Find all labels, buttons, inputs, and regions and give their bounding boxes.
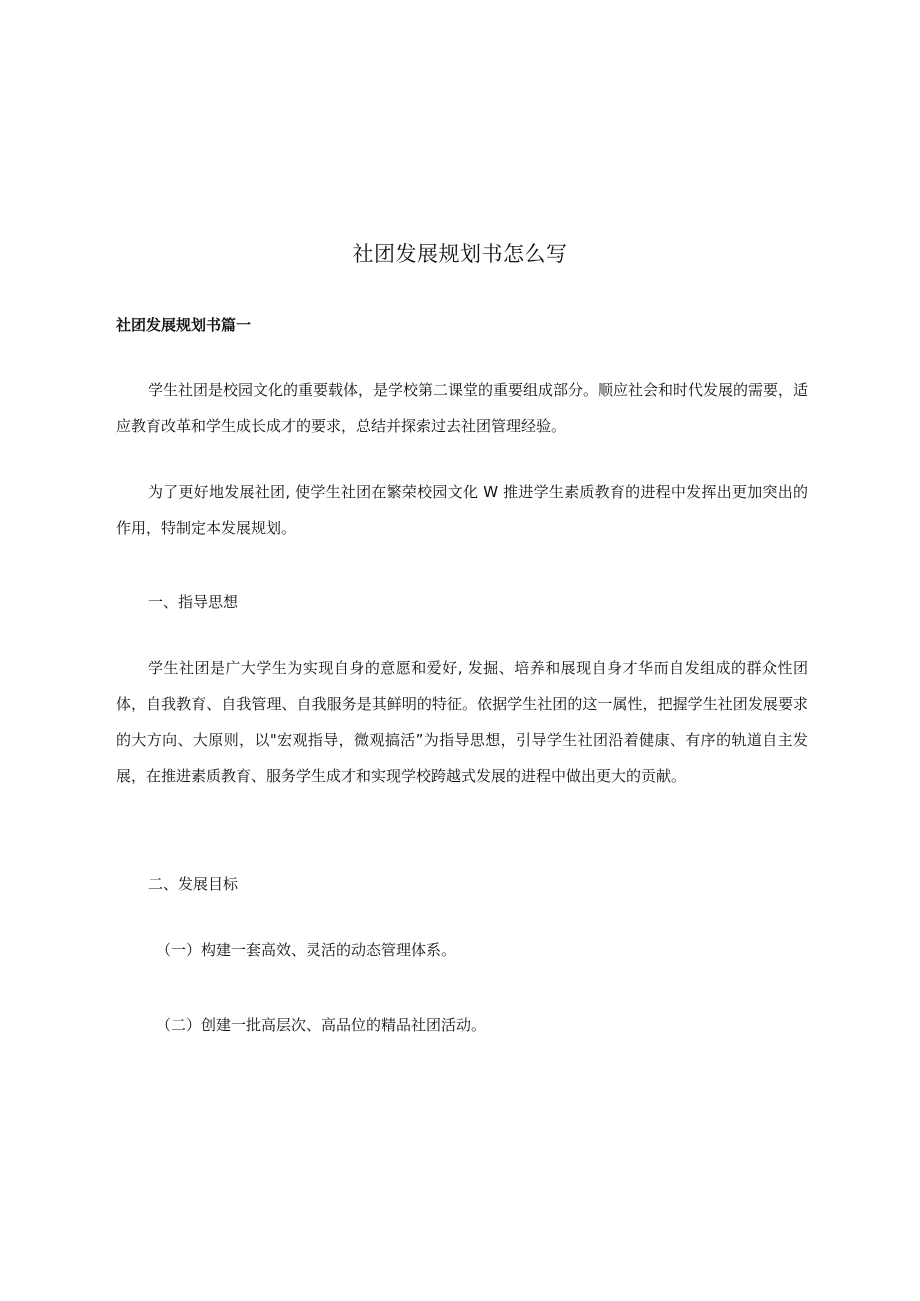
goal-item: （二）创建一批高层次、高品位的精品社团活动。 [156, 1016, 487, 1034]
paragraph-intro: 学生社团是校园文化的重要载体，是学校第二课堂的重要组成部分。顺应社会和时代发展的需要，适应教育改革和学生成长成才的要求，总结并探索过去社团管理经验。 [116, 381, 809, 435]
paragraph-purpose: 为了更好地发展社团, 使学生社团在繁荣校园文化 W 推进学生素质教育的进程中发挥出更加突出的作用，特制定本发展规划。 [116, 483, 808, 537]
section-title: 社团发展规划书篇一 [116, 316, 252, 334]
goal-item: （一）构建一套高效、灵活的动态管理体系。 [156, 941, 457, 959]
document-title: 社团发展规划书怎么写 [352, 242, 568, 266]
heading-development-goals: 二、发展目标 [148, 875, 239, 893]
paragraph-guiding-ideology: 学生社团是广大学生为实现自身的意愿和爱好, 发掘、培养和展现自身才华而自发组成的群众性团体，自我教育、自我管理、自我服务是其鲜明的特征。依据学生社团的这一属性，把握学生社团发展要求的大方向、大原则，以"宏观指导，微观搞活”为指导思想，引导学生社团沿着健康、有序的轨道自主发展，在推进素质教育、服务学生成才和实现学校跨越式发展的进程中做出更大的贡献。 [116, 659, 808, 785]
heading-guiding-ideology: 一、指导思想 [148, 593, 239, 611]
